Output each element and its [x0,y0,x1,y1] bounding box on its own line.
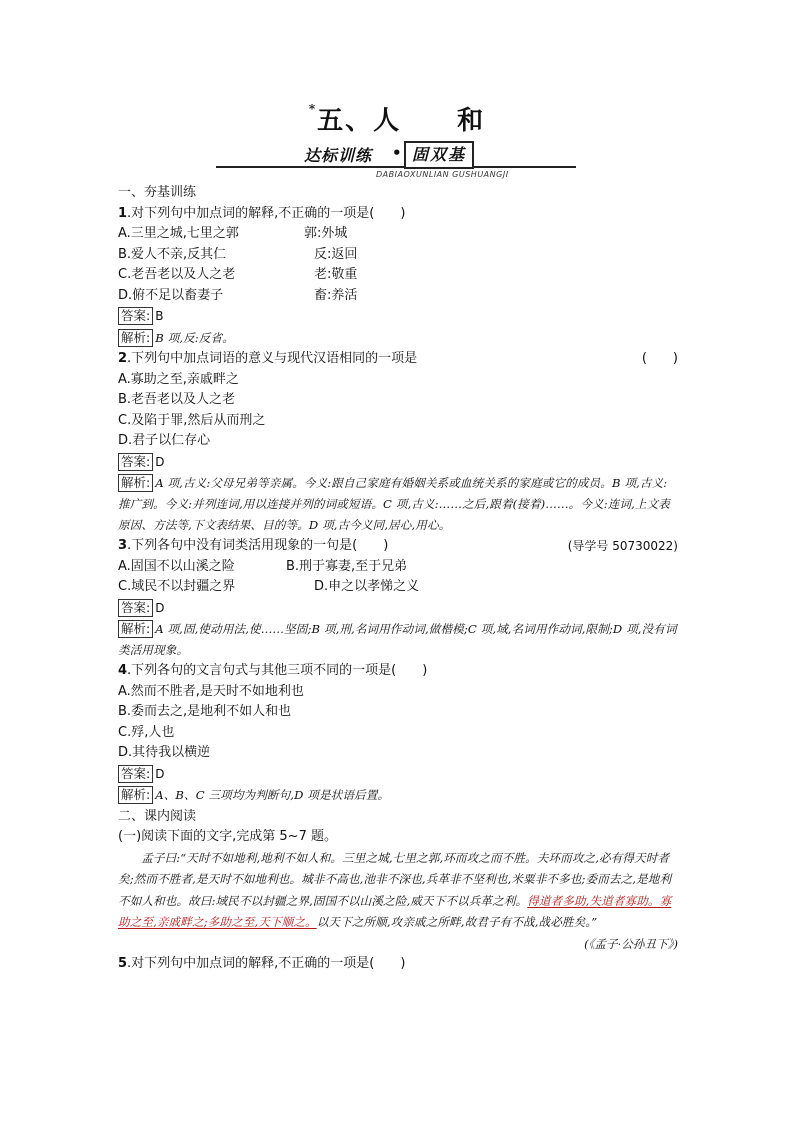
document-body [118,183,678,975]
banner-main-label: 达标训练 [304,146,373,165]
question-1-explanation [118,328,678,350]
option-text: D.俯不足以畜妻子 [118,287,224,303]
option-text: A.三里之城,七里之郭 [118,226,239,241]
question-1-option-b [118,245,678,266]
question-number: 5 [118,956,128,971]
explanation-tag: 解析: [118,329,153,347]
question-text: .下列句中加点词语的意义与现代汉语相同的一项是 [127,351,418,366]
section-heading-1: 一、夯基训练 [118,185,197,200]
explanation-text: A、B、C 三项均为判断句,D 项是状语后置。 [155,788,390,802]
banner-rule [216,166,576,168]
option-c: C.域民不以封疆之界 [118,579,236,594]
option-gloss: 老:敬重 [314,267,358,282]
section-banner [216,140,576,182]
question-4-stem [118,661,678,682]
question-2-answer [118,452,678,474]
answer-value: B [155,309,164,323]
option-b: B.刑于寡妻,至于兄弟 [286,558,408,574]
question-number: 1 [118,205,128,221]
answer-value: D [155,600,165,615]
question-number: 3 [118,538,128,553]
question-2-stem [118,349,678,370]
question-4-explanation [118,785,678,807]
answer-paren: ( ) [641,351,678,366]
question-4-answer [118,764,678,786]
question-4-option-a: A.然而不胜者,是天时不如地利也 [118,683,304,699]
passage-text-before: 孟子曰:“天时不如地利,地利不如人和。三里之城,七里之郭,环而攻之而不胜。夫环而攻之,必有得天时者矣;然而不胜者,是天时不如地利也。城非不高也,池非不深也,兵革非不坚利也,米粟非不多也;委而去之,是地利不如人和也。故曰:域民不以封疆之界,固国不以山溪之险,威天下不以兵革之利。 [118,850,672,908]
answer-value: D [155,766,165,781]
passage-highlight: 得道者多助,失道者寡助。寡助之至,亲戚畔之;多助之至,天下顺之。 [118,893,672,929]
question-2-option-c: C.及陷于罪,然后从而刑之 [118,412,266,428]
question-1-option-a [118,224,678,245]
passage-source: (《孟子·公孙丑下》) [584,936,678,951]
question-text: .下列各句中没有词类活用现象的一句是( ) [127,538,389,553]
reading-instruction: (一)阅读下面的文字,完成第 5~7 题。 [118,829,337,844]
banner-subtitle: DABIAOXUNLIAN GUSHUANGJI [376,170,509,179]
question-5-stem [118,954,678,975]
option-d: D.申之以孝悌之义 [314,579,420,594]
question-number: 2 [118,351,128,366]
explanation-tag: 解析: [118,786,153,804]
option-text: B.爱人不亲,反其仁 [118,246,227,262]
option-text: C.老吾老以及人之老 [118,267,236,282]
answer-value: D [155,454,165,469]
reading-passage [118,848,678,934]
explanation-tag: 解析: [118,474,153,492]
question-1-answer [118,306,678,328]
question-2-explanation [118,473,678,536]
answer-tag: 答案: [118,453,153,471]
answer-tag: 答案: [118,599,153,617]
question-3-stem [118,536,678,557]
option-a: A.固国不以山溪之险 [118,558,235,574]
page-title [0,100,794,137]
question-3-options-row-1 [118,557,678,578]
question-text: .下列各句的文言句式与其他三项不同的一项是( ) [127,663,428,678]
guide-reference: (导学号 50730022) [567,539,678,553]
explanation-text: A 项,固,使动用法,使……坚固;B 项,刑,名词用作动词,做楷模;C 项,域,名词用作动词,限制;D 项,没有词类活用现象。 [118,622,677,657]
question-1-option-c [118,265,678,286]
question-2-option-b: B.老吾老以及人之老 [118,392,236,407]
question-2-option-a: A.寡助之至,亲戚畔之 [118,371,239,387]
section-heading-2: 二、课内阅读 [118,808,197,824]
banner-box-label: 固双基 [404,141,474,169]
passage-text-after: 以天下之所顺,攻亲戚之所畔,故君子有不战,战必胜矣。” [316,915,598,929]
question-4-option-c: C.殍,人也 [118,724,175,740]
explanation-text: A 项,古义:父母兄弟等亲属。今义:跟自己家庭有婚姻关系或血统关系的家庭或它的成员。B 项,古义:推广到。今义:并列连词,用以连接并列的词或短语。C 项,古义:……之后,跟着(接着)……。今义:连词,上文表原因、方法等,下文表结果、目的等。D 项,古今义同,居心,用心。 [118,476,670,532]
question-1-option-d [118,286,678,307]
question-number: 4 [118,663,128,678]
question-4-option-d: D.其待我以横逆 [118,745,211,760]
question-text: .对下列句中加点词的解释,不正确的一项是( ) [127,205,406,221]
title-star: * [308,102,318,116]
banner-dot: • [392,144,402,162]
question-4-option-b: B.委而去之,是地利不如人和也 [118,704,292,719]
question-3-options-row-2 [118,577,678,598]
question-1-stem [118,204,678,225]
question-text: .对下列句中加点词的解释,不正确的一项是( ) [127,956,406,971]
option-gloss: 反:返回 [314,246,358,262]
option-gloss: 郭:外城 [304,226,348,241]
answer-tag: 答案: [118,765,153,783]
answer-tag: 答案: [118,307,153,325]
option-gloss: 畜:养活 [314,287,358,303]
question-2-option-d: D.君子以仁存心 [118,433,211,448]
question-3-explanation [118,619,678,661]
explanation-text: B 项,反:反省。 [155,330,234,345]
title-text: 五、人 和 [317,106,486,136]
question-3-answer [118,598,678,620]
explanation-tag: 解析: [118,620,153,638]
